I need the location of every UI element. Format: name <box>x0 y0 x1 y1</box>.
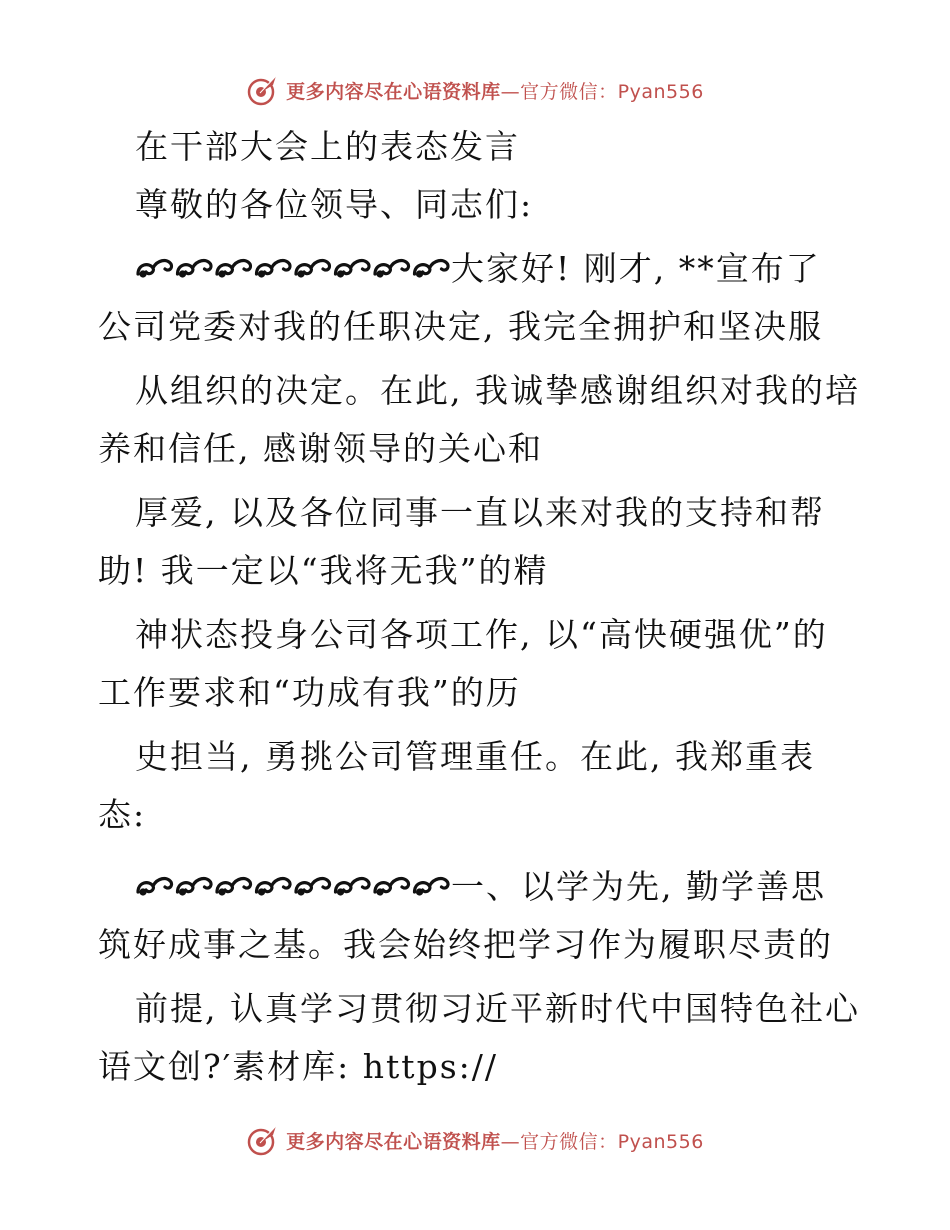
text-line <box>98 1038 858 1096</box>
line-text: 语文创?′素材库: https:// <box>98 1047 498 1086</box>
text-line <box>98 728 858 786</box>
text-line <box>98 858 858 916</box>
line-text: 一、以学为先, 勤学善思 <box>451 867 826 906</box>
text-line <box>98 298 858 356</box>
text-line <box>98 916 858 974</box>
line-text: 助! 我一定以“我将无我”的精 <box>98 551 549 590</box>
text-line <box>98 362 858 420</box>
quill-pen-logo-icon <box>246 1123 280 1157</box>
line-text: 态: <box>98 795 147 834</box>
line-text: 大家好! 刚才, **宣布了 <box>451 249 821 288</box>
text-line <box>98 484 858 542</box>
line-text: 在干部大会上的表态发言 <box>135 127 520 166</box>
text-line <box>98 176 858 234</box>
quill-pen-logo-icon <box>246 73 280 107</box>
line-text: 从组织的决定。在此, 我诚挚感谢组织对我的培 <box>135 371 860 410</box>
header-banner <box>0 70 950 110</box>
line-text: 筑好成事之基。我会始终把学习作为履职尽责的 <box>98 925 833 964</box>
line-text: 神状态投身公司各项工作, 以“高快硬强优”的 <box>135 615 828 654</box>
line-text: 前提, 认真学习贯彻习近平新时代中国特色社心 <box>135 989 860 1028</box>
line-text: 尊敬的各位领导、同志们: <box>135 185 534 224</box>
line-text: 史担当, 勇挑公司管理重任。在此, 我郑重表 <box>135 737 815 776</box>
line-text: 工作要求和“功成有我”的历 <box>98 673 521 712</box>
text-line <box>98 980 858 1038</box>
header-banner-text: 更多内容尽在心语资料库—官方微信：Pyan556 <box>286 80 704 103</box>
document-body <box>98 118 858 1096</box>
decorative-swirl-ornament-icon <box>135 860 451 918</box>
text-line <box>98 542 858 600</box>
line-text: 公司党委对我的任职决定, 我完全拥护和坚决服 <box>98 307 823 346</box>
text-line <box>98 606 858 664</box>
text-line <box>98 664 858 722</box>
line-text: 养和信任, 感谢领导的关心和 <box>98 429 543 468</box>
line-text: 厚爱, 以及各位同事一直以来对我的支持和帮 <box>135 493 825 532</box>
footer-banner <box>0 1120 950 1160</box>
text-line <box>98 420 858 478</box>
decorative-swirl-ornament-icon <box>135 242 451 300</box>
text-line <box>98 118 858 176</box>
text-line <box>98 240 858 298</box>
footer-banner-text: 更多内容尽在心语资料库—官方微信：Pyan556 <box>286 1130 704 1153</box>
text-line <box>98 786 858 844</box>
